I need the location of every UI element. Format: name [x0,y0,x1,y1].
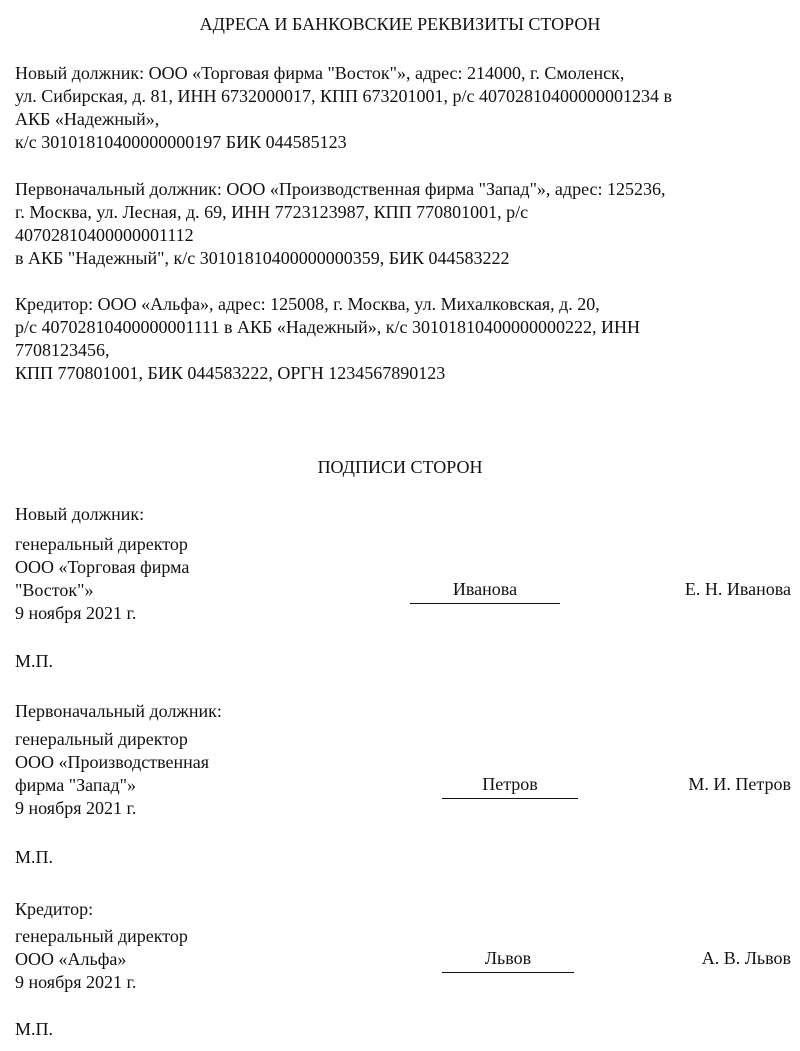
party-role: Первоначальный должник: [15,701,222,721]
requisites-line: к/с 30101810400000000197 БИК 044585123 [15,132,347,152]
requisites-line: в АКБ "Надежный", к/с 30101810400000000359, БИК 044583222 [15,248,510,268]
seal-mark: М.П. [15,1019,54,1039]
requisites-line: Кредитор: ООО «Альфа», адрес: 125008, г. Москва, ул. Михалковская, д. 20, [15,294,600,314]
signatory-full-name: М. И. Петров [688,774,791,794]
signature: Иванова [452,579,518,599]
party-org-line: ООО «Производственная [15,752,210,772]
party-org-line: ООО «Альфа» [15,949,127,969]
requisites-line: р/с 40702810400000001111 в АКБ «Надежный», к/с 30101810400000000222, ИНН [15,317,640,337]
party-role: Кредитор: [15,899,94,919]
requisites-line: Первоначальный должник: ООО «Производственная фирма "Запад"», адрес: 125236, [15,179,666,199]
requisites-line: АКБ «Надежный», [15,109,160,129]
seal-mark: М.П. [15,847,54,867]
requisites-line: 40702810400000001112 [15,225,194,245]
requisites-line: КПП 770801001, БИК 044583222, ОРГН 1234567890123 [15,363,446,383]
party-org-line: ООО «Торговая фирма [15,557,190,577]
signature-date: 9 ноября 2021 г. [15,798,137,818]
party-position: генеральный директор [15,729,188,749]
requisites-line: г. Москва, ул. Лесная, д. 69, ИНН 7723123987, КПП 770801001, р/с [15,202,529,222]
signature: Львов [484,948,532,968]
signature-line [410,603,560,604]
signatures-heading: ПОДПИСИ СТОРОН [317,457,483,477]
signature: Петров [482,774,538,794]
party-role: Новый должник: [15,504,145,524]
requisites-heading: АДРЕСА И БАНКОВСКИЕ РЕКВИЗИТЫ СТОРОН [199,14,601,34]
requisites-line: 7708123456, [15,340,110,360]
party-position: генеральный директор [15,534,188,554]
signature-date: 9 ноября 2021 г. [15,603,137,623]
requisites-line: ул. Сибирская, д. 81, ИНН 6732000017, КПП 673201001, р/с 40702810400000001234 в [15,86,672,106]
signature-line [442,972,574,973]
party-org-line: "Восток"» [15,580,94,600]
signatory-full-name: А. В. Львов [701,948,791,968]
signature-line [442,798,578,799]
party-position: генеральный директор [15,926,188,946]
requisites-line: Новый должник: ООО «Торговая фирма "Восток"», адрес: 214000, г. Смоленск, [15,63,625,83]
signatory-full-name: Е. Н. Иванова [684,579,791,599]
party-org-line: фирма "Запад"» [15,775,137,795]
signature-date: 9 ноября 2021 г. [15,972,137,992]
seal-mark: М.П. [15,651,54,671]
